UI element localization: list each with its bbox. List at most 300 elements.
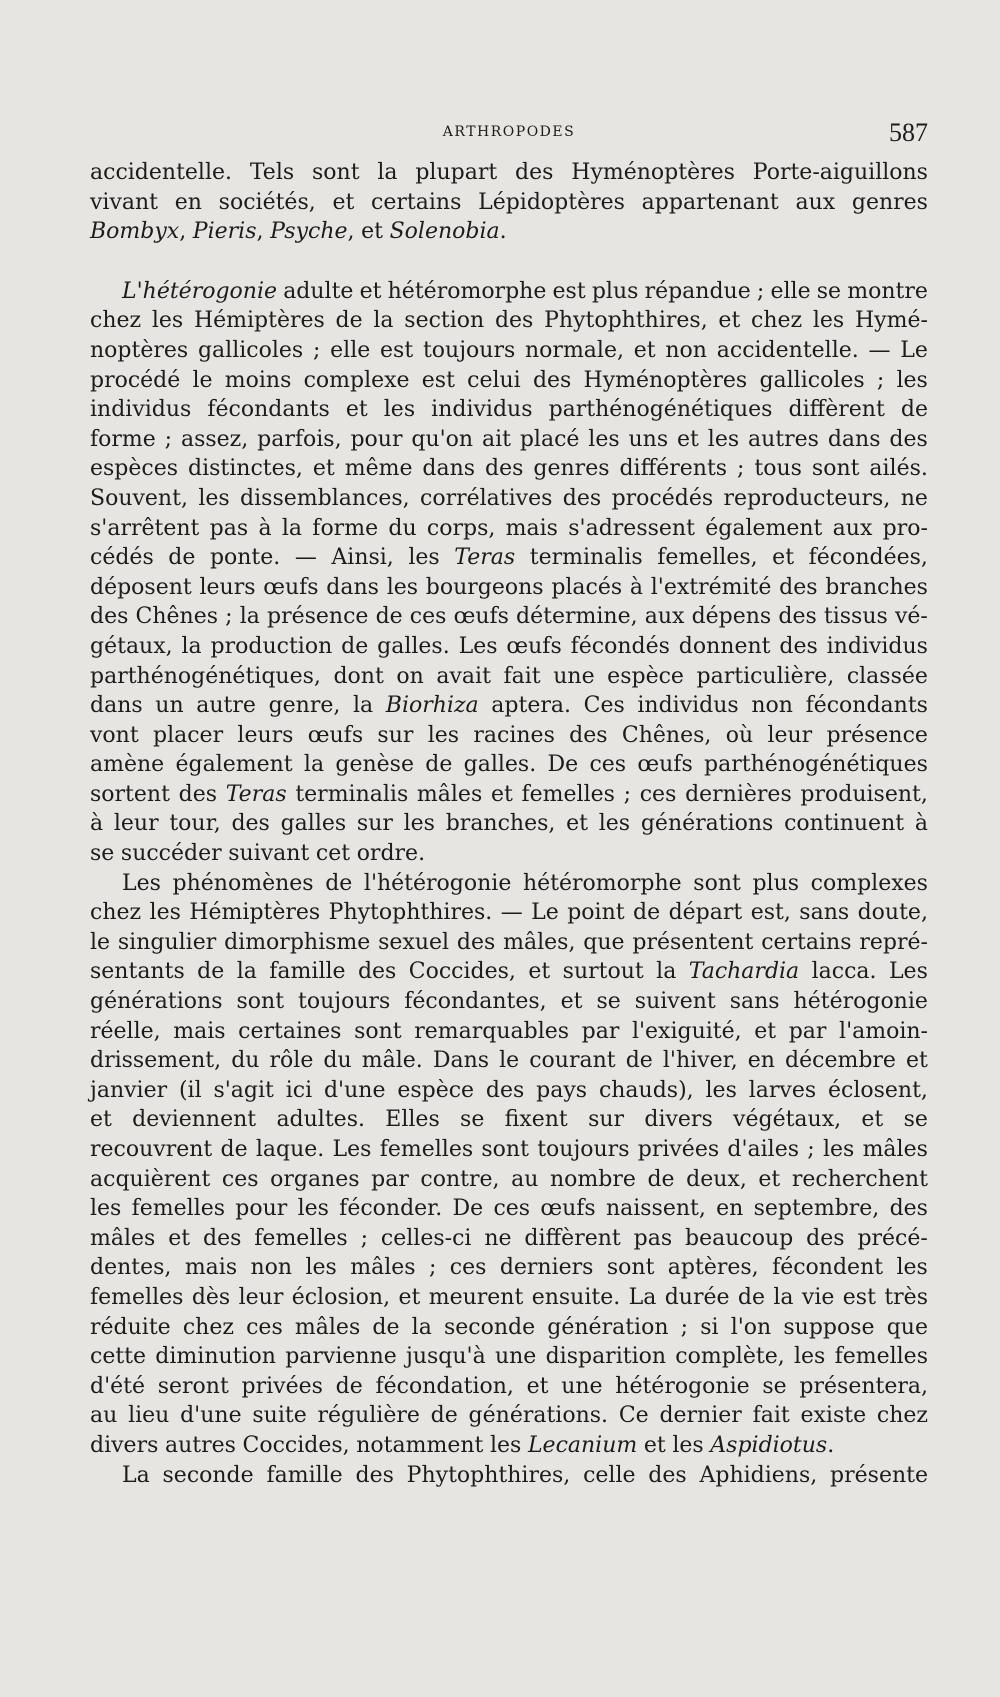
word: les [427,722,460,748]
word: organes [270,1166,360,1192]
word: répandue [644,278,751,304]
word: leurs [199,574,256,600]
word: noptères [90,337,189,363]
word: les [403,811,435,837]
word: rôle [269,1048,314,1074]
word: pour [235,1196,288,1222]
text-line [90,750,928,780]
word: terminalis [529,545,643,571]
word: déposent [90,574,192,600]
word: sont [693,870,741,896]
word: que [583,929,625,955]
word: meurent [428,1284,524,1310]
word: au [511,1166,539,1192]
text-line [90,780,928,810]
word: genres [851,189,928,215]
text-line [90,721,928,751]
text-line [90,1253,928,1283]
word: Pieris, [192,219,264,245]
word: de [900,397,928,423]
word: vont [90,722,139,748]
word: beaucoup [685,1225,794,1251]
word: pays [536,1077,588,1103]
word: éclosent, [827,1077,928,1103]
word: Les [458,633,498,659]
word: naissent, [605,1196,706,1222]
word: recherchent [791,1166,928,1192]
word: régulière [317,1403,420,1429]
word: l'on [730,1314,772,1340]
text-line [90,395,928,425]
word: non [250,1255,293,1281]
word: sur [588,1107,625,1133]
text-line [90,928,928,958]
word: Les [122,870,161,896]
word: également [705,515,823,541]
word: les [149,900,181,926]
word: divers [90,1432,159,1458]
word: — [500,900,523,926]
text-line [90,1165,928,1195]
word: l'hiver, [662,1048,738,1074]
word: autre [196,693,256,719]
word: celle [583,1462,636,1488]
word: œufs [453,604,509,630]
word: fait [503,663,541,689]
word: dès [191,1284,231,1310]
word: œufs [307,722,364,748]
text-line [90,1224,928,1254]
word: s'agit [213,1077,274,1103]
word: ; [428,1255,437,1281]
word: elle [330,337,371,363]
word: Phytophthires, [406,1462,571,1488]
word: et [332,189,355,215]
word: larves [748,1077,817,1103]
word: deviennent [132,1107,257,1133]
word: genèse [335,752,414,778]
word: racines [473,722,555,748]
word: qu'on [411,426,474,452]
word: seconde [443,1314,536,1340]
word: les [198,485,230,511]
word: donnent [678,633,771,659]
word: des [779,633,818,659]
word: Psyche, [270,219,355,245]
word: chez [876,1403,928,1429]
word: existe [800,1403,867,1429]
word: placer [153,722,224,748]
word: aux [795,189,836,215]
word: mâles [90,1225,156,1251]
word: L'hétérogonie [122,278,278,304]
word: de [430,1403,458,1429]
word: certains [371,189,462,215]
word: présence [266,604,369,630]
word: notamment [356,1432,484,1458]
word: et [718,308,741,334]
word: acquièrent [90,1166,211,1192]
word: du [231,1048,260,1074]
word: toujours [298,989,391,1015]
text-line [90,514,928,544]
word: forme [312,515,379,541]
word: Hyménoptères [571,160,735,185]
text-line [90,1283,928,1313]
word: parthénogénétiques, [90,663,321,689]
word: sont [606,1255,655,1281]
word: dernières [685,781,792,807]
word: corps, [426,515,496,541]
word: classée [846,663,928,689]
word: des [648,1462,687,1488]
word: celui [467,367,521,393]
word: mais [505,515,558,541]
word: en [716,1196,744,1222]
word: décembre [785,1048,896,1074]
word: de [633,900,661,926]
word: des [806,1225,845,1251]
word: sentants [90,959,185,985]
word: aux [644,604,685,630]
word: doute, [857,900,928,926]
word: d'une [323,1077,386,1103]
word: appartenant [641,189,779,215]
word: des [485,456,524,482]
text-line [90,1076,928,1106]
text-line [90,869,928,899]
word: les [305,1255,337,1281]
word: individus [826,633,928,659]
word: de [647,1166,675,1192]
word: accidentelle. [90,160,233,185]
text-line [90,987,928,1017]
word: sociétés, [218,189,316,215]
word: la [239,604,260,630]
word: ne [900,485,928,511]
word: est [421,367,455,393]
word: seront [157,1373,229,1399]
word: dimorphisme [224,929,371,955]
text-line [90,662,928,692]
word: cet [315,841,351,867]
word: présence [826,722,928,748]
word: complète, [675,1344,785,1370]
word: est [552,278,586,304]
text-line [90,573,928,603]
word: de [425,752,453,778]
word: mâles [416,781,483,807]
word: fécondantes, [404,989,547,1015]
word: individus [637,693,739,719]
word: production [210,633,333,659]
word: genres [533,456,610,482]
word: ailés. [869,456,928,482]
word: parvienne [285,1344,397,1370]
word: — [868,337,891,363]
word: fixent [504,1107,568,1133]
word: sont [811,456,860,482]
word: sur [377,722,414,748]
word: au [90,1403,118,1429]
word: adultes. [276,1107,365,1133]
word: Ces [583,693,625,719]
word: fécondées, [808,545,928,571]
word: section [404,308,485,334]
word: ici [285,1077,313,1103]
word: que [886,1314,928,1340]
word: ces [639,781,677,807]
word: l'extrémité [650,574,772,600]
word: ; [807,1137,815,1162]
word: la [656,959,677,985]
word: Hyménoptères [583,367,748,393]
word: suivant [228,841,310,867]
word: elle [770,278,811,304]
text-line [90,366,928,396]
word: Phytophthires. [328,900,493,926]
word: et [772,545,795,571]
word: Bombyx, [90,219,187,245]
word: les [598,811,631,837]
text-line [90,277,928,307]
word: végétaux, [733,1107,842,1133]
word: femelles [131,1196,226,1222]
word: se [762,1373,787,1399]
word: mais [173,1018,226,1044]
word: Le [531,900,559,926]
word: ensuite. [531,1284,621,1310]
word: mâles [350,1255,416,1281]
word: réduite [90,1314,171,1340]
word: toujours [422,337,516,363]
word: contre, [420,1166,500,1192]
word: Chênes, [621,722,712,748]
word: ; [680,1314,689,1340]
word: toujours [537,1137,630,1162]
word: placés [551,574,623,600]
word: reproducteurs, [723,485,891,511]
word: fécondation, [375,1373,514,1399]
word: des [779,574,818,600]
word: à [629,574,644,600]
word: dans [90,693,143,719]
word: autres [748,426,819,452]
word: branches, [445,811,556,837]
text-line [90,691,928,721]
word: Teras [454,545,516,571]
word: par [788,1018,827,1044]
word: aptères, [667,1255,759,1281]
word: drissement, [90,1048,222,1074]
word: laque. [255,1137,325,1162]
word: hétéromorphe [387,278,547,304]
word: mâles [862,1137,928,1162]
word: fécondants [805,693,928,719]
word: corrélatives [420,485,553,511]
word: Aphidiens, [699,1462,818,1488]
word: remarquables [414,1018,570,1044]
word: pas [209,515,249,541]
word: des [569,722,608,748]
word: mais [184,1255,238,1281]
word: des [231,811,270,837]
word: deux, [686,1166,747,1192]
word: des [90,604,129,630]
word: Porte-aiguillons [752,160,928,185]
word: des [178,781,218,807]
word: et [906,1048,928,1074]
word: point [567,900,625,926]
word: des [456,929,496,955]
text-line [90,425,928,455]
word: complexe [303,367,410,393]
word: plus [752,870,800,896]
word: vivant [90,189,159,215]
word: de [372,1314,400,1340]
word: hétéromorphe [522,870,682,896]
word: — [294,545,317,571]
word: avait [436,663,491,689]
word: mâles, [503,929,576,955]
word: et [633,337,656,363]
word: et [345,397,368,423]
word: est, [750,900,791,926]
word: famille [269,959,346,985]
word: éclosion, [291,1284,391,1310]
word: et [566,811,589,837]
word: lieu [128,1403,170,1429]
word: très [884,1284,928,1310]
word: le [192,367,213,393]
word: ponte. [209,545,281,571]
word: singulier [117,929,217,955]
word: terminalis [295,781,409,807]
word: la [411,1314,432,1340]
word: espèces [90,456,179,482]
word: se [90,841,115,867]
word: générations [640,811,774,837]
word: moins [224,367,292,393]
running-title: ARTHROPODES [442,124,576,140]
word: présentera, [799,1373,928,1399]
word: procédé [90,367,181,393]
word: la [373,308,394,334]
word: suite [252,1403,307,1429]
word: femelles [521,781,615,807]
word: La [122,1462,150,1488]
word: Coccides, [242,1432,350,1458]
word: cette [90,1344,147,1370]
word: fécondent [772,1255,884,1281]
word: les [386,574,419,600]
word: gallicoles [759,367,865,393]
word: courant [529,1048,616,1074]
word: bourgeons [425,574,544,600]
text-line [90,1342,928,1372]
word: et [560,989,583,1015]
word: ces [589,752,627,778]
word: dissemblances, [240,485,410,511]
word: pour [350,426,403,452]
word: la [377,160,398,185]
word: se [460,1107,485,1133]
text-line [90,957,928,987]
word: féconder. [339,1196,443,1222]
word: mâles [294,1314,361,1340]
word: en [747,1048,775,1074]
word: ces [246,1314,283,1340]
word: privées [241,1373,323,1399]
word: de [335,308,363,334]
word: la [303,752,325,778]
word: ; [360,1225,369,1251]
word: Solenobia. [389,219,507,245]
word: en [174,189,202,215]
word: et [754,1018,777,1044]
word: différents [619,456,728,482]
word: génération [547,1314,669,1340]
word: aptera. [491,693,571,719]
word: recouvrent [90,1137,213,1162]
word: galles. [463,752,537,778]
word: dont [333,663,384,689]
word: la [181,633,202,659]
word: certains [761,929,852,955]
word: les [151,308,184,334]
word: des [889,426,928,452]
word: par [371,1166,409,1192]
word: fécondants [207,397,330,423]
word: Tels [249,160,295,185]
text-line [90,1194,928,1224]
text-line [90,454,928,484]
word: diffèrent [788,397,885,423]
word: détermine, [516,604,638,630]
word: se [816,278,842,304]
word: présente [830,1462,928,1488]
word: certaines [238,1018,342,1044]
word: uns [628,426,669,452]
word: Les [332,1137,372,1162]
word: départ [668,900,743,926]
word: ces [449,1255,487,1281]
word: suivent [634,989,716,1015]
word: vé- [894,604,928,630]
word: ; [225,604,233,630]
text-line [90,543,928,573]
word: hétérogonie [793,989,928,1015]
word: la [281,515,303,541]
word: amène [90,752,165,778]
text-line [90,306,928,336]
word: et [359,278,382,304]
word: sont [481,1137,529,1162]
word: de [168,545,196,571]
word: et [90,1107,112,1133]
word: des [778,604,817,630]
word: précé- [857,1225,928,1251]
word: sont [311,160,360,185]
word: plupart [415,160,498,185]
word: un [155,693,184,719]
word: distinctes, [188,456,303,482]
word: à [914,811,928,837]
word: sans [729,989,780,1015]
word: pas [633,1225,673,1251]
word: femelles [90,1284,184,1310]
word: Lépidoptères [478,189,625,215]
